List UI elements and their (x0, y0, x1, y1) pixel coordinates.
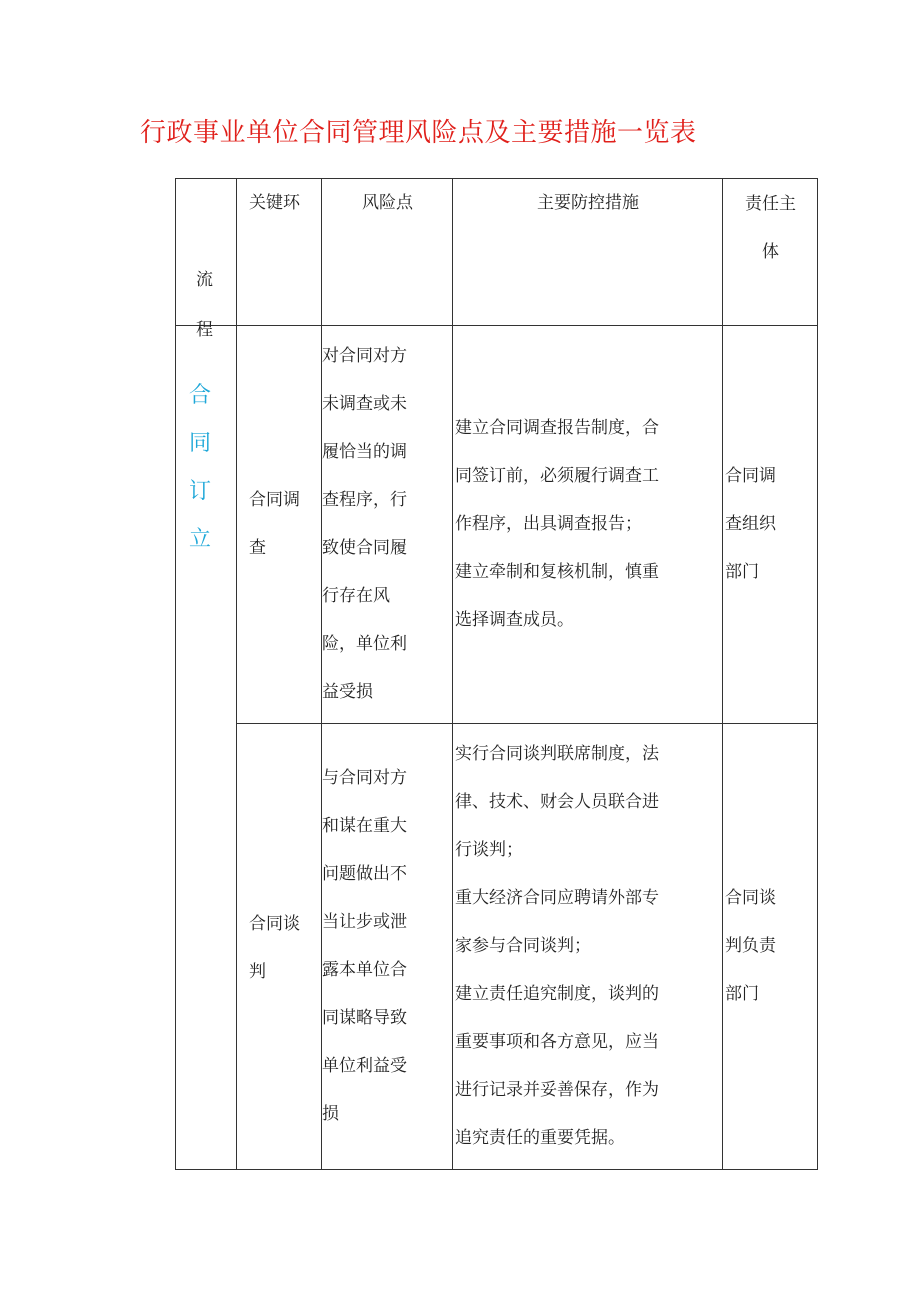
key-link-line: 合同调 (249, 490, 300, 510)
key-link-line: 判 (249, 962, 266, 982)
measure-line: 作程序，出具调查报告； (455, 514, 642, 534)
key-link-line: 合同谈 (249, 914, 300, 934)
responsible-line: 合同谈 (725, 888, 776, 908)
risk-line: 益受损 (322, 682, 373, 702)
header-process-line1: 流 (196, 270, 213, 290)
responsible-line: 判负责 (725, 936, 776, 956)
process-name (188, 372, 212, 564)
measure-line: 追究责任的重要凭据。 (455, 1128, 625, 1148)
risk-line: 未调查或未 (322, 394, 407, 414)
measure-line: 行谈判； (455, 840, 523, 860)
measure-line: 同签订前，必须履行调查工 (455, 466, 659, 486)
risk-line: 露本单位合 (322, 960, 407, 980)
risk-line: 问题做出不 (322, 864, 407, 884)
header-risk-point (322, 179, 453, 326)
risk-line: 对合同对方 (322, 346, 407, 366)
responsible-line: 部门 (725, 562, 759, 582)
process-char: 同 (188, 431, 211, 456)
measure-line: 律、技术、财会人员联合进 (455, 792, 659, 812)
measure-line: 家参与合同谈判； (455, 936, 591, 956)
header-process-line2: 程 (196, 320, 213, 340)
responsible-line: 合同调 (725, 466, 776, 486)
risk-line: 和谋在重大 (322, 816, 407, 836)
responsible-line: 部门 (725, 984, 759, 1004)
measure-line: 建立责任追究制度，谈判的 (455, 984, 659, 1004)
risk-table (175, 178, 818, 1170)
key-link-cell (237, 326, 322, 724)
risk-line: 单位利益受 (322, 1056, 407, 1076)
risk-line: 行存在风 (322, 586, 390, 606)
header-responsible (723, 179, 818, 326)
measure-line: 进行记录并妥善保存，作为 (455, 1080, 659, 1100)
process-cell (176, 326, 237, 1170)
header-responsible-line1: 责任主 (745, 194, 796, 214)
risk-line: 履恰当的调 (322, 442, 407, 462)
header-key-link-label: 关键环 (249, 193, 300, 213)
measures-cell (453, 724, 723, 1170)
header-measures-label: 主要防控措施 (537, 193, 639, 213)
table-row (176, 326, 818, 724)
process-char: 立 (188, 527, 211, 552)
page-title: 行政事业单位合同管理风险点及主要措施一览表 (140, 118, 697, 148)
measure-line: 建立合同调查报告制度，合 (455, 418, 659, 438)
key-link-line: 查 (249, 538, 266, 558)
risk-line: 与合同对方 (322, 768, 407, 788)
risk-line: 致使合同履 (322, 538, 407, 558)
risk-cell (322, 724, 453, 1170)
header-process (176, 179, 237, 340)
measure-line: 重大经济合同应聘请外部专 (455, 888, 659, 908)
process-char: 合 (188, 383, 211, 408)
table-row (176, 724, 818, 1170)
header-risk-point-label: 风险点 (362, 193, 413, 213)
process-char: 订 (188, 479, 211, 504)
header-responsible-line2: 体 (762, 242, 779, 262)
measures-cell (453, 326, 723, 724)
measure-line: 重要事项和各方意见，应当 (455, 1032, 659, 1052)
risk-line: 损 (322, 1104, 339, 1124)
key-link-cell (237, 724, 322, 1170)
risk-line: 查程序，行 (322, 490, 407, 510)
responsible-cell (723, 724, 818, 1170)
measure-line: 实行合同谈判联席制度，法 (455, 744, 659, 764)
risk-line: 同谋略导致 (322, 1008, 407, 1028)
header-measures (453, 179, 723, 326)
responsible-cell (723, 326, 818, 724)
risk-cell (322, 326, 453, 724)
measure-line: 选择调查成员。 (455, 610, 574, 630)
responsible-line: 查组织 (725, 514, 776, 534)
risk-line: 当让步或泄 (322, 912, 407, 932)
header-key-link (237, 179, 322, 326)
table-header-row (176, 179, 818, 326)
measure-line: 建立牵制和复核机制，慎重 (455, 562, 659, 582)
risk-line: 险，单位利 (322, 634, 407, 654)
